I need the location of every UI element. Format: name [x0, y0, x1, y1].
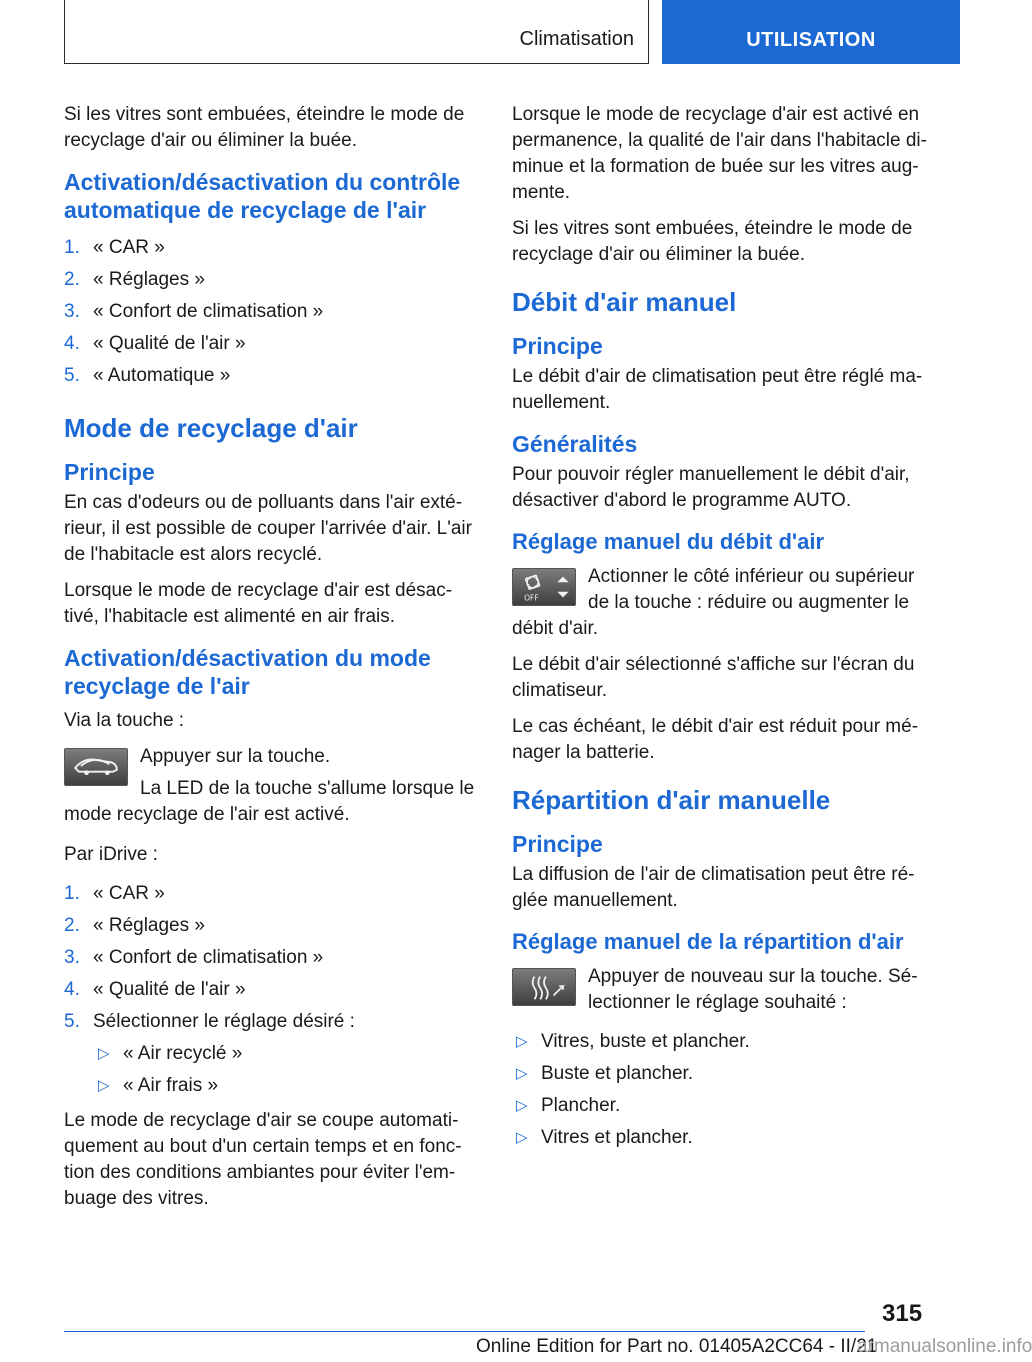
- page-number: 315: [882, 1300, 923, 1327]
- press-button-text: Appuyer sur la touche.: [140, 746, 331, 767]
- triangle-bullet-icon: ▷: [98, 1077, 110, 1094]
- list-item: 2. « Réglages »: [64, 915, 205, 936]
- airflow-principe: Le débit d'air de climatisation peut être réglé ma-nuellement.: [512, 366, 923, 413]
- air-distribution-button-icon: [512, 968, 576, 1006]
- idrive-steps-list: [64, 878, 479, 1038]
- heading-principe: Principe: [512, 333, 603, 359]
- distribution-options: [512, 1026, 927, 1154]
- auto-steps-list: [64, 232, 479, 392]
- list-item: 2. « Réglages »: [64, 269, 205, 290]
- list-item: ▷ Plancher.: [512, 1090, 927, 1122]
- section-title: Climatisation: [519, 28, 634, 50]
- footer-edition: Online Edition for Part no. 01405A2CC64 - II/21: [476, 1336, 878, 1357]
- list-item: ▷ Vitres, buste et plancher.: [512, 1026, 927, 1058]
- heading-recirculation-mode: Mode de recyclage d'air: [64, 413, 358, 443]
- heading-principe: Principe: [512, 831, 603, 857]
- footer-divider: [64, 1331, 865, 1332]
- list-item: ▷ « Air frais »: [94, 1070, 479, 1102]
- closing-paragraph: Le mode de recyclage d'air se coupe automati-quement au bout d'un certain temps et en fonc-tion des conditions ambiantes pour éviter l'em-buage des vitres.: [64, 1110, 462, 1209]
- heading-principe: Principe: [64, 459, 155, 485]
- list-item: 3. « Confort de climatisation »: [64, 301, 324, 322]
- heading-manual-airflow: Débit d'air manuel: [512, 287, 737, 317]
- led-text: La LED de la touche s'allume lorsque le mode recyclage de l'air est activé.: [64, 778, 475, 825]
- list-item: ▷ Vitres et plancher.: [512, 1122, 927, 1154]
- airflow-display-text: Le débit d'air sélectionné s'affiche sur l'écran du climatiseur.: [512, 654, 915, 701]
- distribution-principe: La diffusion de l'air de climatisation peut être ré-glée manuellement.: [512, 864, 915, 911]
- recirculation-button-icon: [64, 748, 128, 786]
- distribution-button-block: [512, 964, 927, 1016]
- list-item: 1. « CAR »: [64, 883, 165, 904]
- footer-watermark: armanualsonline.info: [857, 1336, 1032, 1357]
- triangle-bullet-icon: ▷: [516, 1033, 528, 1050]
- generalites-paragraph: Pour pouvoir régler manuellement le débit d'air, désactiver d'abord le programme AUTO.: [512, 464, 910, 511]
- list-item: ▷ « Air recyclé »: [94, 1038, 479, 1070]
- heading-manual-distribution-setting: Réglage manuel de la répartition d'air: [512, 929, 904, 954]
- manual-airflow-text: Actionner le côté inférieur ou supérieur de la touche : réduire ou augmenter le débit d'air.: [512, 566, 915, 639]
- idrive-intro: Par iDrive :: [64, 844, 158, 865]
- list-item: 5. « Automatique »: [64, 365, 231, 386]
- heading-manual-airflow-setting: Réglage manuel du débit d'air: [512, 529, 825, 554]
- heading-auto-recirculation: Activation/désactivation du contrôle automatique de recyclage de l'air: [64, 169, 461, 223]
- triangle-bullet-icon: ▷: [516, 1097, 528, 1114]
- triangle-bullet-icon: ▷: [516, 1065, 528, 1082]
- recirculation-button-block: [64, 744, 479, 828]
- list-item: 4. « Qualité de l'air »: [64, 979, 246, 1000]
- triangle-bullet-icon: ▷: [98, 1045, 110, 1062]
- principe-paragraph-1: En cas d'odeurs ou de polluants dans l'air exté-rieur, il est possible de couper l'arrivée d'air. L'air de l'habitacle est alors recyclé.: [64, 492, 472, 565]
- fan-button-block: [512, 564, 927, 642]
- header-section-box: [64, 0, 649, 64]
- fogged-windows-paragraph: Si les vitres sont embuées, éteindre le mode de recyclage d'air ou éliminer la buée.: [512, 218, 913, 265]
- intro-paragraph: Si les vitres sont embuées, éteindre le mode de recyclage d'air ou éliminer la buée.: [64, 104, 465, 151]
- permanent-mode-paragraph: Lorsque le mode de recyclage d'air est activé en permanence, la qualité de l'air dans l'habitacle di-minue et la formation de buée sur les vitres aug-mente.: [512, 104, 927, 203]
- left-column: [64, 102, 479, 1222]
- principe-paragraph-2: Lorsque le mode de recyclage d'air est désac-tivé, l'habitacle est alimenté en air frais.: [64, 580, 453, 627]
- via-button-text: Via la touche :: [64, 710, 185, 731]
- list-item: 3. « Confort de climatisation »: [64, 947, 324, 968]
- list-item: ▷ Buste et plancher.: [512, 1058, 927, 1090]
- chapter-tab: [662, 0, 960, 64]
- list-item: 4. « Qualité de l'air »: [64, 333, 246, 354]
- fan-speed-button-icon: [512, 568, 576, 606]
- right-column: [512, 102, 927, 1164]
- distribution-setting-text: Appuyer de nouveau sur la touche. Sé-lectionner le réglage souhaité :: [588, 966, 918, 1013]
- heading-activation-recirculation: Activation/désactivation du mode recyclage de l'air: [64, 645, 431, 699]
- triangle-bullet-icon: ▷: [516, 1129, 528, 1146]
- chapter-tab-label: UTILISATION: [746, 29, 876, 51]
- heading-manual-distribution: Répartition d'air manuelle: [512, 785, 831, 815]
- airflow-reduced-text: Le cas échéant, le débit d'air est réduit pour mé-nager la batterie.: [512, 716, 919, 763]
- heading-generalites: Généralités: [512, 431, 638, 457]
- list-item: 5. Sélectionner le réglage désiré :: [64, 1011, 355, 1032]
- idrive-sub-options: [64, 1038, 479, 1102]
- svg-text:OFF: OFF: [524, 593, 539, 603]
- list-item: 1. « CAR »: [64, 237, 165, 258]
